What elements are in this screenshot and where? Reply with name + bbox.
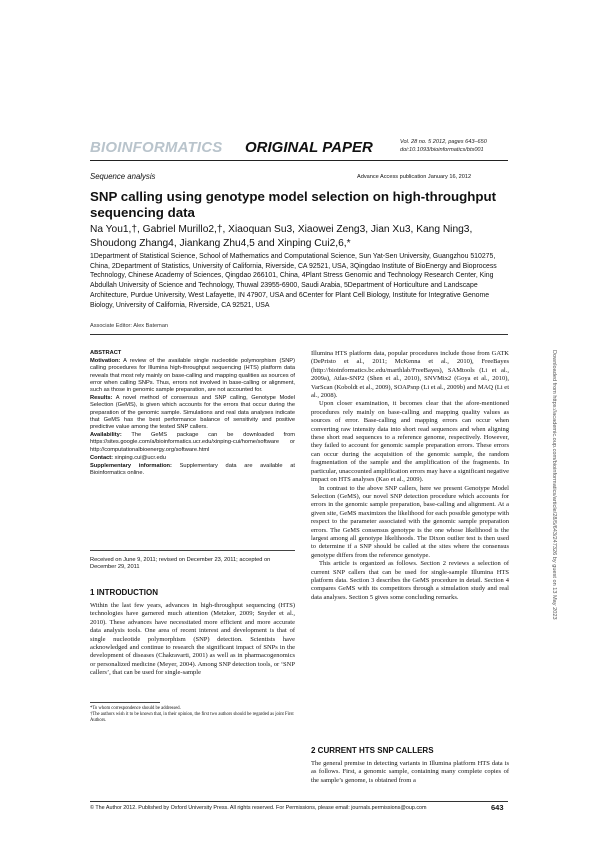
abstract-heading: ABSTRACT	[90, 350, 122, 356]
received-dates: Received on June 9, 2011; revised on December 23, 2011; accepted on December 29, 2011	[90, 557, 271, 571]
motivation-label: Motivation:	[90, 358, 121, 365]
results-label: Results:	[90, 395, 113, 402]
results-text: A novel method of consensus and SNP calling, Genotype Model Selection (GeMS), is given which accounts for the errors that occur during the preparation of the genomic sample. Simulations and real data analyses indicate that GeMS has the best performance balance of sensitivity and positive predictive value among the tested SNP callers.	[90, 395, 295, 431]
author-list	[90, 223, 510, 250]
journal-name: BIOINFORMATICS	[90, 139, 223, 156]
affiliations: 1Department of Statistical Science, School of Mathematics and Computational Science, Sun Yat-Sen University, Guangzhou 510275, China, 2Department of Statistics, University of California, Riverside, CA 92521, USA, 3Qingdao Institute of BioEnergy and Bioprocess Technology, Chinese Academy of Sciences, Qingdao 266101, China, 4Plant Stress Genomic and Technology Research Center, King Abdullah University of Science and Technology, Thuwal 23955-6900, Saudi Arabia, 5Department of Horticulture and Landscape Architecture, Purdue University, West Lafayette, IN 47907, USA and 6Center for Plant Cell Biology, Institute for Integrative Genome Biology, University of California, Riverside, CA 92521, USA	[90, 253, 497, 309]
paper-title: SNP calling using genotype model selection on high-throughput sequencing data	[90, 189, 497, 220]
intro-heading: 1 INTRODUCTION	[90, 588, 158, 597]
page-number: 643	[491, 803, 504, 812]
availability-label: Availability:	[90, 432, 122, 439]
right-column	[311, 350, 509, 602]
contact-label: Contact:	[90, 454, 114, 461]
callers-paragraph: The general premise in detecting variants in Illumina platform HTS data is as follows. First, a genomic sample, containing many complete copies of the sample’s genome, is obtained from a	[311, 760, 509, 784]
contact-email[interactable]: xinping.cui@ucr.edu	[114, 454, 166, 461]
footnote-rule	[90, 702, 160, 703]
callers-heading: 2 CURRENT HTS SNP CALLERS	[311, 746, 434, 755]
content-rule	[90, 334, 508, 335]
advance-access: Advance Access publication January 16, 2012	[357, 174, 472, 180]
footer-rule	[90, 801, 508, 802]
footnotes	[90, 706, 295, 725]
footnote-2: †The authors wish it to be known that, in their opinion, the first two authors should be regarded as joint First Authors.	[90, 712, 294, 724]
supplementary-label: Supplementary information:	[90, 463, 172, 470]
authors-line-2: Shoudong Zhang4, Jiankang Zhu4,5 and Xinping Cui2,6,*	[90, 237, 351, 249]
right-paragraph-2: Upon closer examination, it becomes clear that the afore-mentioned procedures rely mainly on base-calling and mapping quality values as sources of error. Base-calling and mapping errors can occur when converting raw intensity data into short read sequences and when aligning these short read sequences to a reference genome, respectively. However, they failed to account for genomic sample preparation errors. These errors can occur during the acquisition of the genomic sample, the random fragmentation of the sample and the amplification of the fragments. In particular, unaccounted amplification errors may have a significant negative impact on HTS analyses (Kao et al., 2009).	[311, 400, 509, 484]
intro-paragraph: Within the last few years, advances in high-throughput sequencing (HTS) technologies have garnered much attention (Metzker, 2009; Snyder et al., 2010). These advances have necessitated more efficient and more accurate data analysis tools. One area of recent interest and development is that of single nucleotide polymorphism (SNP) detection. Scientists have acknowledged and continue to research the significant impact of SNPs in the development of diseases (Chakravarti, 2001) as well as in pharmacogenomics or personalized medicine (Meyer, 2004). Among SNP detection tools, or ‘SNP callers’, that can be used for single-sample	[90, 602, 295, 677]
right-paragraph-1: Illumina HTS platform data, popular procedures include those from GATK (DePristo et al., 2011; McKenna et al., 2010), FreeBayes (http://bioinformatics.bc.edu/marthlab/FreeBayes), SAMtools (Li et al., 2009a), Atlas-SNP2 (Shen et al., 2010), SNVMix2 (Goya et al., 2010), VarScan (Koboldt et al., 2009), SOAPsnp (Li et al., 2009b) and MAQ (Li et al., 2008).	[311, 350, 509, 400]
volume-info: Vol. 28 no. 5 2012, pages 643–650	[400, 139, 487, 145]
copyright: © The Author 2012. Published by Oxford University Press. All rights reserved. For Permissions, please email: journals.permissions@oup.com	[90, 805, 427, 811]
footnote-1: *To whom correspondence should be addressed.	[90, 706, 181, 711]
abstract	[90, 350, 295, 478]
callers-body	[311, 760, 509, 785]
availability-text[interactable]: The GeMS package can be downloaded from https://sites.google.com/a/bioinformatics.ucr.edu/xinping-cui/home/software or http://computationalbioenergy.org/software.html	[90, 432, 295, 453]
intro-body	[90, 602, 295, 678]
abstract-rule	[90, 550, 295, 551]
header-meta	[400, 139, 487, 154]
motivation-text: A review of the available single nucleotide polymorphism (SNP) calling procedures for Illumina high-throughput sequencing (HTS) platform data reveals that most rely mainly on base-calling and mapping qualities as sources of error when calling SNPs. Thus, errors not involved in base-calling or alignment, such as those in genomic sample preparation, are not accounted for.	[90, 358, 295, 394]
doi[interactable]: doi:10.1093/bioinformatics/bts001	[400, 146, 484, 153]
authors-line-1: Na You1,†, Gabriel Murillo2,†, Xiaoquan Su3, Xiaowei Zeng3, Jian Xu3, Kang Ning3,	[90, 224, 473, 235]
right-paragraph-3: In contrast to the above SNP callers, here we present Genotype Model Selection (GeMS), our novel SNP detection procedure which accounts for errors in the genomic sample preparation, base-calling and alignment. At a given site, GeMS maximizes the likelihood for each possible genotype with respect to the parameter associated with the genomic sample preparation errors. The GeMS consensus genotype is the one whose likelihood is the largest among all genotype likelihoods. The Dixon outlier test is then used to determine if a SNP should be called at the sites where the consensus genotype differs from the reference genotype.	[311, 484, 509, 559]
paper-type: ORIGINAL PAPER	[245, 139, 373, 156]
associate-editor: Associate Editor: Alex Bateman	[90, 323, 169, 329]
section-type: Sequence analysis	[90, 172, 156, 181]
supplementary-text: Supplementary data are available at Bioinformatics online.	[90, 463, 296, 477]
right-paragraph-4: This article is organized as follows. Section 2 reviews a selection of current SNP callers that can be used for single-sample Illumina HTS platform data. Section 3 describes the GeMS procedure in detail. Section 4 compares GeMS with its competitors through a simulation study and real data analyses. Section 5 gives some concluding remarks.	[311, 560, 509, 601]
download-notice: Downloaded from https://academic.oup.com/bioinformatics/article/28/5/643/247326 by guest on 13 May 2023	[551, 350, 557, 620]
header-rule	[90, 160, 508, 161]
